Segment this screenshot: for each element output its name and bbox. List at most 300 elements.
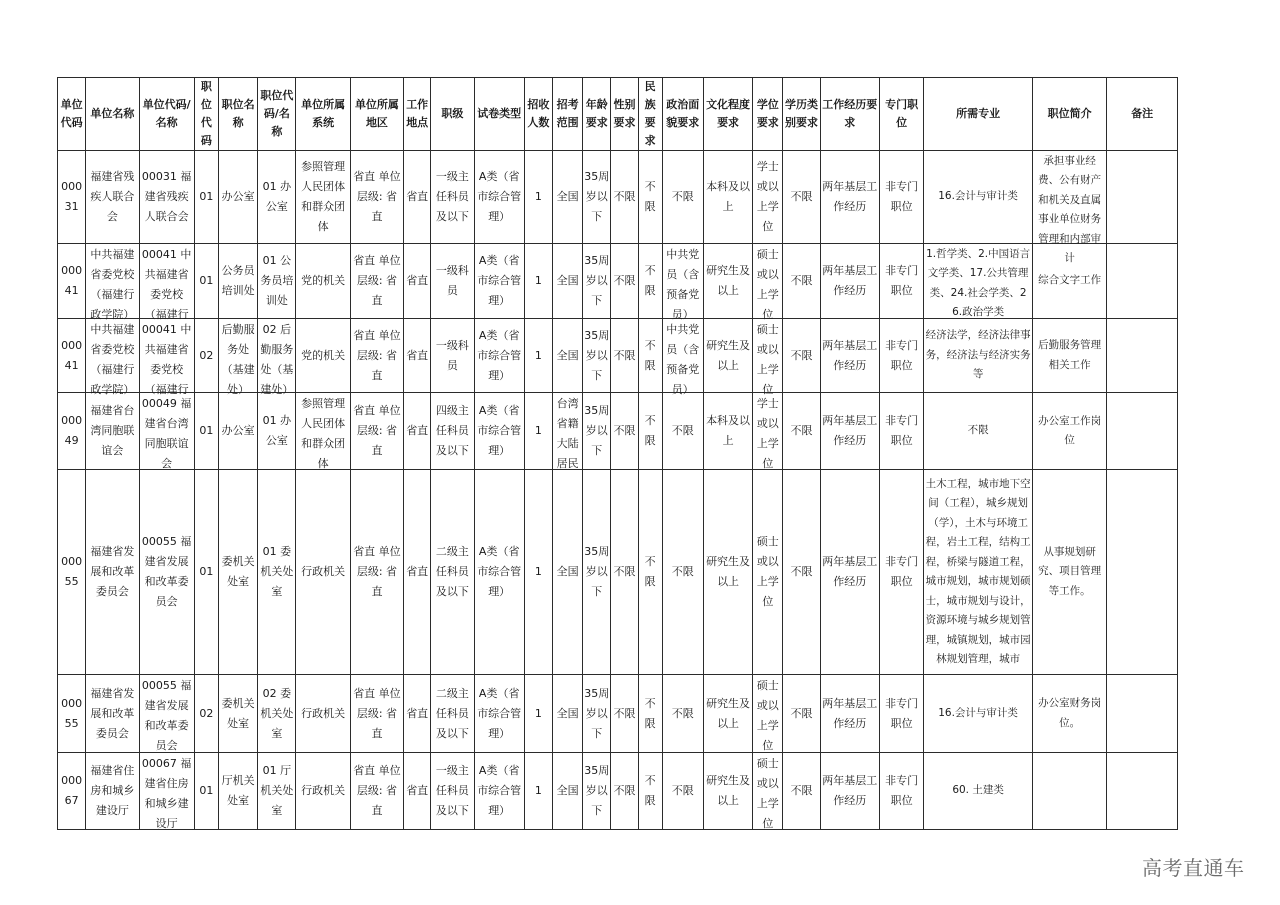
cell-text: 福建省台湾同胞联谊会 [90, 404, 135, 457]
cell-text: 省直 [406, 784, 429, 797]
cell-position-code [194, 319, 218, 393]
cell-text: 二级主任科员及以下 [435, 545, 469, 598]
cell-gender [611, 244, 638, 319]
cell-unit-name [86, 244, 139, 319]
cell-scope [553, 244, 583, 319]
cell-system [296, 753, 350, 830]
cell-text: 不限 [644, 696, 656, 730]
cell-text: 党的机关 [301, 348, 346, 362]
cell-text: 01 [199, 190, 214, 203]
cell-text: 土木工程，城市地下空间（工程），城乡规划（学），土木与环境工程，岩土工程，结构工程，桥梁与隧道工程，城市规划，城市规划硕士，城市规划与设计，资源环境与城乡规划管理，城镇规划，城市园林规划管理，城市 [925, 477, 1031, 665]
cell-text: 中共党员（含预备党员） [666, 322, 700, 396]
header-rank: 职级 [431, 78, 474, 151]
cell-unit-name [86, 753, 139, 830]
cell-text: 00055 [61, 555, 83, 588]
cell-count [524, 470, 552, 675]
cell-text: 不限 [613, 424, 636, 437]
cell-location [404, 151, 431, 244]
cell-remarks [1107, 753, 1178, 830]
cell-ethnicity [638, 151, 662, 244]
cell-position-code [194, 470, 218, 675]
cell-text: 福建省残疾人联合会 [90, 170, 135, 223]
cell-experience [820, 151, 879, 244]
cell-count [524, 319, 552, 393]
cell-position-code-name [258, 151, 296, 244]
cell-text: 02 [199, 706, 214, 720]
cell-unit-name [86, 319, 139, 396]
cell-text: 行政机关 [301, 565, 346, 578]
cell-text: 研究生及以上 [706, 338, 751, 372]
cell-text: 全国 [556, 784, 579, 797]
cell-text: 厅机关处室 [221, 774, 255, 807]
cell-edu-category [783, 393, 820, 470]
cell-exam-type [474, 675, 524, 753]
cell-text: 1 [534, 706, 542, 720]
cell-education [703, 319, 752, 393]
cell-description [1032, 753, 1106, 830]
cell-count [524, 151, 552, 244]
cell-text: 35周岁以下 [584, 686, 610, 740]
cell-text: 不限 [790, 565, 813, 578]
cell-text: 委机关处室 [221, 696, 255, 730]
cell-text: 参照管理人民团体和群众团体 [301, 396, 346, 470]
cell-text: 研究生及以上 [706, 555, 751, 588]
cell-text: 非专门职位 [885, 264, 919, 297]
cell-text: 不限 [644, 555, 656, 588]
cell-text: 经济法学，经济法律事务，经济法与经济实务等 [925, 329, 1031, 381]
cell-text: 非专门职位 [885, 338, 919, 372]
header-remarks: 备注 [1107, 78, 1178, 151]
cell-position-code-name [258, 675, 296, 753]
cell-text: 福建省发展和改革委员会 [90, 545, 135, 598]
cell-text: 1 [534, 348, 542, 362]
cell-text: A类（省市综合管理） [477, 254, 522, 307]
cell-text: 公务员培训处 [221, 264, 255, 297]
cell-text: 35周岁以下 [584, 170, 610, 223]
cell-text: 省直 [406, 274, 429, 287]
cell-edu-category [783, 244, 820, 319]
cell-text: 1 [534, 424, 542, 437]
header-count: 招收人数 [524, 78, 552, 151]
cell-experience [820, 244, 879, 319]
cell-text: 后勤服务处（基建处） [221, 322, 255, 396]
cell-text: 办公室 [221, 424, 255, 437]
cell-exam-type [474, 753, 524, 830]
cell-location [404, 753, 431, 830]
cell-text: 省直 单位层级: 省直 [353, 170, 401, 223]
cell-text: 省直 单位层级: 省直 [353, 764, 401, 817]
cell-description [1032, 470, 1106, 675]
cell-text: 委机关处室 [221, 555, 255, 588]
cell-ethnicity [638, 675, 662, 753]
cell-position-name [218, 470, 257, 675]
cell-text: 01 办公室 [262, 414, 292, 447]
cell-text: 福建省发展和改革委员会 [90, 686, 135, 740]
cell-text: 00041 [61, 264, 83, 297]
cell-exam-type [474, 393, 524, 470]
cell-position-name [218, 151, 257, 244]
cell-text: 中共福建省委党校（福建行政学院） [90, 247, 135, 321]
cell-system [296, 319, 350, 393]
cell-text: 35周岁以下 [584, 328, 610, 382]
cell-text: 不限 [613, 190, 636, 203]
header-unit-code-name: 单位代码/名称 [139, 78, 194, 151]
cell-text: A类（省市综合管理） [477, 764, 522, 817]
header-political: 政治面貌要求 [662, 78, 703, 151]
cell-degree [753, 244, 783, 319]
header-scope: 招考范围 [553, 78, 583, 151]
cell-text: 本科及以上 [706, 180, 751, 213]
cell-location [404, 244, 431, 319]
cell-location [404, 675, 431, 753]
cell-scope [553, 753, 583, 830]
cell-text: 硕士或以上学位 [756, 247, 779, 321]
cell-text: 00067 [61, 774, 83, 807]
cell-text: 硕士或以上学位 [756, 322, 779, 396]
header-exam-type: 试卷类型 [474, 78, 524, 151]
cell-degree [753, 319, 783, 396]
header-experience: 工作经历要求 [820, 78, 879, 151]
cell-text: 省直 单位层级: 省直 [353, 328, 401, 382]
cell-rank [431, 470, 474, 675]
cell-experience [820, 393, 879, 470]
cell-unit-name [86, 393, 139, 470]
cell-degree [753, 753, 783, 830]
cell-unit-name [86, 151, 139, 244]
cell-text: 不限 [644, 414, 656, 447]
cell-position-name [218, 393, 257, 470]
cell-text: 00041 中共福建省委党校（福建行 [141, 247, 192, 321]
cell-text: 不限 [790, 784, 813, 797]
cell-count [524, 244, 552, 319]
cell-text: 00049 [61, 414, 83, 447]
cell-text: A类（省市综合管理） [477, 328, 522, 382]
cell-gender [611, 393, 638, 470]
cell-text: 两年基层工作经历 [822, 414, 878, 447]
cell-major [924, 319, 1033, 393]
cell-text: 福建省住房和城乡建设厅 [90, 764, 135, 817]
cell-text: 不限 [671, 565, 694, 578]
cell-gender [611, 319, 638, 393]
cell-text: 不限 [671, 706, 694, 720]
cell-text: 办公室财务岗位。 [1038, 697, 1102, 729]
cell-text: 一级科员 [435, 338, 469, 372]
cell-text: 后勤服务管理相关工作 [1038, 339, 1102, 371]
cell-remarks [1107, 151, 1178, 244]
cell-position-code-name [258, 470, 296, 675]
table-row [58, 151, 1178, 244]
cell-education [703, 244, 752, 319]
cell-text: 不限 [790, 190, 813, 203]
cell-rank [431, 319, 474, 393]
cell-position-code-name [258, 753, 296, 830]
cell-political [662, 393, 703, 470]
cell-age [583, 470, 611, 675]
cell-position-name [218, 675, 257, 753]
cell-edu-category [783, 753, 820, 830]
cell-text: 非专门职位 [885, 696, 919, 730]
cell-text: 01 [199, 784, 214, 797]
cell-education [703, 151, 752, 244]
cell-degree [753, 393, 783, 470]
cell-position-code-name [258, 319, 296, 396]
cell-text: 两年基层工作经历 [822, 264, 878, 297]
cell-text: 两年基层工作经历 [822, 555, 878, 588]
cell-text: 硕士或以上学位 [756, 535, 779, 608]
cell-text: 不限 [671, 190, 694, 203]
cell-text: 00055 福建省发展和改革委员会 [141, 535, 192, 608]
cell-text: 不限 [613, 565, 636, 578]
cell-text: 01 [199, 424, 214, 437]
cell-text: 不限 [613, 784, 636, 797]
cell-ethnicity [638, 753, 662, 830]
cell-education [703, 675, 752, 753]
cell-text: 学士或以上学位 [756, 396, 779, 470]
cell-exam-type [474, 319, 524, 393]
cell-text: 一级科员 [435, 264, 469, 297]
cell-unit-name [86, 470, 139, 675]
cell-text: 一级主任科员及以下 [435, 170, 469, 223]
cell-region [350, 151, 403, 244]
cell-text: 01 [199, 565, 214, 578]
cell-scope [553, 470, 583, 675]
cell-text: 00041 [61, 338, 83, 372]
header-edu-category: 学历类别要求 [783, 78, 820, 151]
cell-text: 两年基层工作经历 [822, 180, 878, 213]
cell-region [350, 393, 403, 470]
cell-text: 硕士或以上学位 [756, 678, 779, 752]
cell-unit-code-name [139, 753, 194, 830]
cell-text: 不限 [644, 180, 656, 213]
cell-description [1032, 675, 1106, 753]
cell-text: 省直 单位层级: 省直 [353, 686, 401, 740]
cell-location [404, 319, 431, 393]
cell-text: 1 [534, 190, 542, 203]
cell-text: 02 后勤服务处（基建处） [260, 322, 294, 396]
table-row [58, 393, 1178, 470]
cell-text: 不限 [671, 424, 694, 437]
cell-text: 35周岁以下 [584, 545, 610, 598]
cell-text: 省直 [406, 190, 429, 203]
cell-scope [553, 151, 583, 244]
cell-text: 全国 [556, 706, 579, 720]
cell-exam-type [474, 151, 524, 244]
cell-text: 省直 单位层级: 省直 [353, 254, 401, 307]
cell-ethnicity [638, 393, 662, 470]
cell-text: A类（省市综合管理） [477, 686, 522, 740]
cell-text: 行政机关 [301, 706, 346, 720]
cell-description [1032, 151, 1106, 264]
cell-unit-code [58, 244, 86, 319]
cell-major [924, 393, 1033, 470]
watermark: 高考直通车 [1142, 856, 1245, 880]
cell-text: 研究生及以上 [706, 774, 751, 807]
cell-remarks [1107, 675, 1178, 753]
cell-count [524, 753, 552, 830]
cell-text: 全国 [556, 190, 579, 203]
cell-text: 省直 [406, 424, 429, 437]
cell-scope [553, 393, 583, 470]
cell-experience [820, 470, 879, 675]
cell-system [296, 675, 350, 753]
cell-description [1032, 319, 1106, 393]
cell-unit-code-name [139, 151, 194, 244]
cell-edu-category [783, 319, 820, 393]
cell-text: 办公室工作岗位 [1038, 414, 1102, 446]
header-ethnicity: 民族要求 [638, 78, 662, 151]
cell-system [296, 470, 350, 675]
cell-text: 中共党员（含预备党员） [666, 247, 700, 321]
cell-text: 从事规划研究、项目管理等工作。 [1038, 545, 1102, 597]
cell-unit-code [58, 470, 86, 675]
cell-text: 不限 [790, 348, 813, 362]
cell-text: 1.哲学类、2.中国语言文学类、17.公共管理类、24.社会学类、26.政治学类 [926, 247, 1031, 318]
cell-experience [820, 319, 879, 393]
cell-ethnicity [638, 319, 662, 393]
cell-position-code [194, 151, 218, 244]
cell-text: A类（省市综合管理） [477, 545, 522, 598]
cell-text: 硕士或以上学位 [756, 756, 779, 830]
job-table [57, 77, 1178, 830]
cell-ethnicity [638, 470, 662, 675]
cell-text: 00055 福建省发展和改革委员会 [141, 678, 192, 752]
cell-text: 00067 福建省住房和城乡建设厅 [141, 756, 192, 830]
cell-degree [753, 675, 783, 753]
cell-text: 不限 [790, 706, 813, 720]
cell-scope [553, 319, 583, 393]
cell-unit-name [86, 675, 139, 753]
cell-text: 35周岁以下 [584, 404, 610, 457]
cell-text: 不限 [613, 706, 636, 720]
cell-political [662, 675, 703, 753]
cell-text: 党的机关 [301, 274, 346, 287]
cell-age [583, 151, 611, 244]
cell-exam-type [474, 244, 524, 319]
cell-text: 非专门职位 [885, 555, 919, 588]
cell-remarks [1107, 393, 1178, 470]
cell-text: 不限 [644, 338, 656, 372]
cell-age [583, 244, 611, 319]
cell-unit-code-name [139, 470, 194, 675]
header-major: 所需专业 [924, 78, 1033, 151]
cell-region [350, 244, 403, 319]
cell-remarks [1107, 470, 1178, 675]
table-row [58, 753, 1178, 830]
cell-text: 00055 [61, 696, 83, 730]
cell-region [350, 470, 403, 675]
header-location: 工作地点 [404, 78, 431, 151]
cell-text: 学士或以上学位 [756, 160, 779, 233]
header-degree: 学位要求 [753, 78, 783, 151]
cell-text: 省直 [406, 565, 429, 578]
cell-text: 60. 土建类 [952, 784, 1004, 797]
cell-text: 两年基层工作经历 [822, 338, 878, 372]
cell-text: 非专门职位 [885, 414, 919, 447]
cell-text: 全国 [556, 565, 579, 578]
cell-text: 全国 [556, 348, 579, 362]
cell-text: 00041 中共福建省委党校（福建行 [141, 322, 192, 396]
header-position-code: 职位代码 [194, 78, 218, 151]
cell-text: 16.会计与审计类 [938, 190, 1018, 203]
cell-system [296, 393, 350, 470]
cell-text: 一级主任科员及以下 [435, 764, 469, 817]
cell-text: 全国 [556, 274, 579, 287]
cell-gender [611, 675, 638, 753]
header-education: 文化程度要求 [703, 78, 752, 151]
header-row [58, 78, 1178, 151]
cell-system [296, 244, 350, 319]
cell-education [703, 753, 752, 830]
cell-text: 不限 [967, 424, 989, 437]
cell-text: 省直 单位层级: 省直 [353, 404, 401, 457]
cell-region [350, 753, 403, 830]
cell-position-name [218, 244, 257, 319]
cell-unit-code [58, 393, 86, 470]
cell-unit-code-name [139, 393, 194, 470]
cell-special-post [879, 244, 923, 319]
cell-major [924, 470, 1033, 675]
cell-special-post [879, 151, 923, 244]
cell-unit-code-name [139, 675, 194, 753]
cell-text: 参照管理人民团体和群众团体 [301, 160, 346, 233]
cell-political [662, 151, 703, 244]
cell-unit-code [58, 319, 86, 393]
cell-age [583, 319, 611, 393]
cell-special-post [879, 470, 923, 675]
cell-text: 中共福建省委党校（福建行政学院） [90, 322, 135, 396]
cell-unit-code-name [139, 319, 194, 396]
cell-rank [431, 244, 474, 319]
cell-text: 01 委机关处室 [260, 545, 294, 598]
cell-position-code [194, 393, 218, 470]
cell-experience [820, 675, 879, 753]
cell-text: 02 [199, 348, 214, 362]
cell-text: 不限 [790, 274, 813, 287]
cell-political [662, 470, 703, 675]
cell-political [662, 753, 703, 830]
cell-location [404, 393, 431, 470]
cell-gender [611, 151, 638, 244]
cell-text: 01 办公室 [262, 180, 292, 213]
cell-region [350, 675, 403, 753]
cell-major [924, 753, 1033, 830]
cell-exam-type [474, 470, 524, 675]
cell-gender [611, 470, 638, 675]
cell-location [404, 470, 431, 675]
cell-region [350, 319, 403, 393]
cell-major [924, 151, 1033, 244]
header-position-name: 职位名称 [218, 78, 257, 151]
cell-text: 省直 单位层级: 省直 [353, 545, 401, 598]
cell-text: 两年基层工作经历 [822, 696, 878, 730]
cell-special-post [879, 393, 923, 470]
cell-text: 不限 [644, 264, 656, 297]
cell-text: 二级主任科员及以下 [435, 686, 469, 740]
cell-position-code-name [258, 393, 296, 470]
cell-political [662, 319, 703, 396]
cell-text: 台湾省籍大陆居民 [556, 396, 579, 470]
cell-text: 00049 福建省台湾同胞联谊会 [141, 396, 192, 470]
header-unit-code: 单位代码 [58, 78, 86, 151]
header-gender: 性别要求 [611, 78, 638, 151]
cell-special-post [879, 753, 923, 830]
cell-rank [431, 393, 474, 470]
cell-description [1032, 393, 1106, 470]
header-region: 单位所属地区 [350, 78, 403, 151]
table-row [58, 470, 1178, 675]
cell-text: 35周岁以下 [584, 764, 610, 817]
cell-unit-code [58, 675, 86, 753]
